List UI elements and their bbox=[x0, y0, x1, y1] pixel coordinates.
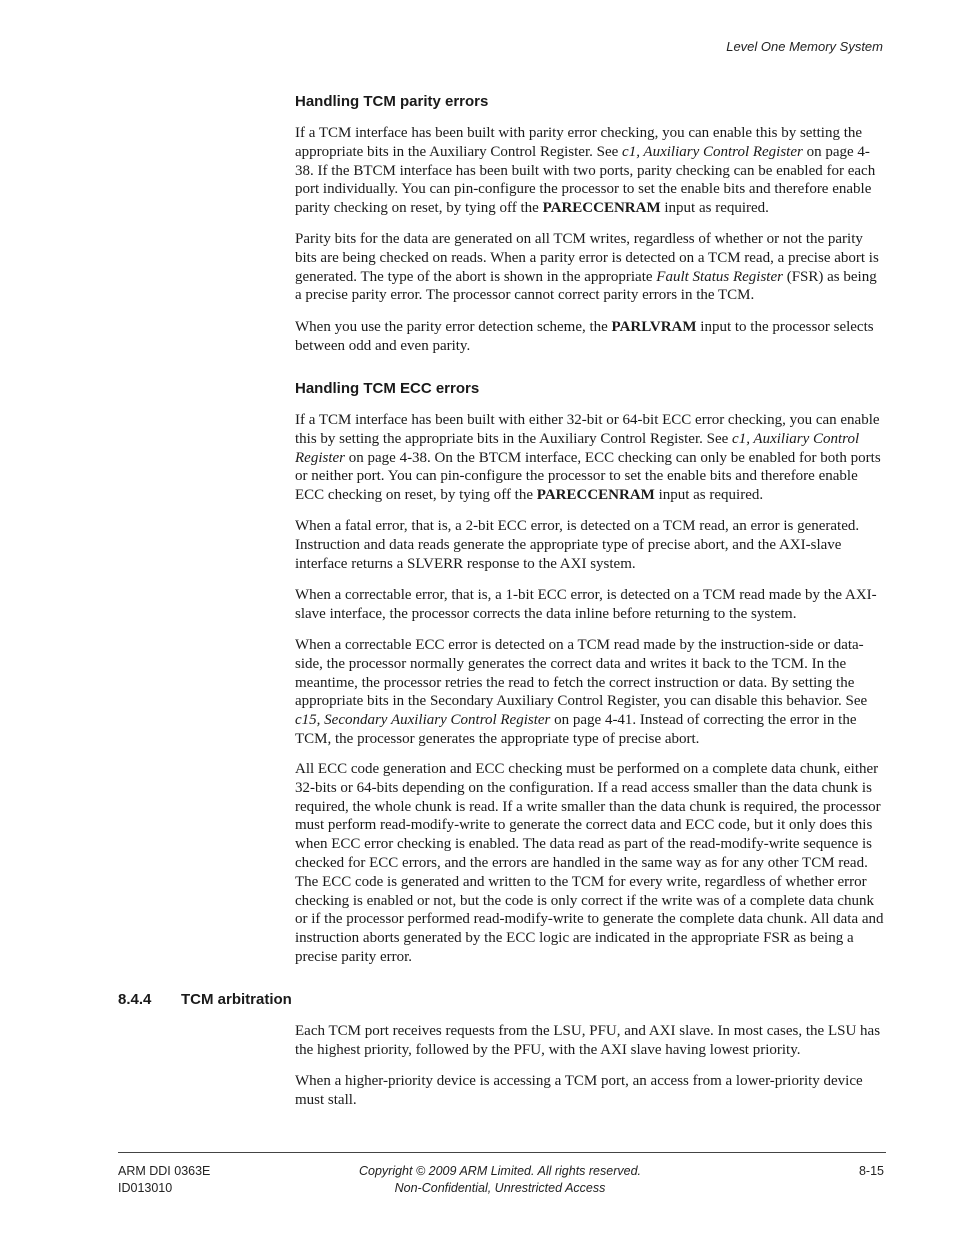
arbitration-paragraph-2: When a higher-priority device is accessing a TCM port, an access from a lower-priority device must stall. bbox=[295, 1073, 863, 1108]
heading-parity-errors: Handling TCM parity errors bbox=[295, 93, 489, 110]
footer-legal bbox=[300, 1163, 700, 1197]
ecc-paragraph-2: When a fatal error, that is, a 2-bit ECC error, is detected on a TCM read, an error is generated. Instruction and data reads generate the appropriate type of precise abort, and the AXI-slave interface returns a SLVERR response to the AXI system. bbox=[295, 518, 860, 572]
section-title: TCM arbitration bbox=[181, 991, 292, 1008]
ecc-paragraph-5: All ECC code generation and ECC checking must be performed on a complete data chunk, either 32-bits or 64-bits depending on the configuration. If a read access smaller than the data chunk is required, the whole chunk is read. If a write smaller than the data chunk is required, the processor must perform read-modify-write to generate the correct data and ECC code, but it only does this when ECC error checking is enabled. The data read as part of the read-modify-write sequence is checked for ECC errors, and the errors are handled in the same way as for any other TCM read. The ECC code is generated and written to the TCM for every write, regardless of whether error checking is enabled or not, but the code is only correct if the write was of a complete data chunk or if the processor performed read-modify-write to generate the complete data chunk. All data and instruction aborts generated by the ECC logic are indicated in the appropriate FSR as being a precise parity error. bbox=[295, 761, 884, 965]
signal-pareccenram: PARECCENRAM bbox=[542, 200, 661, 217]
footer-doc-id: ARM DDI 0363E bbox=[118, 1164, 211, 1178]
footer-issue-id: ID013010 bbox=[118, 1181, 173, 1195]
heading-ecc-errors: Handling TCM ECC errors bbox=[295, 380, 480, 397]
term-fault-status-register: Fault Status Register bbox=[656, 268, 783, 285]
parity-paragraph-1: If a TCM interface has been built with parity error checking, you can enable this by setting the appropriate bits in the Auxiliary Control Register. See c1, Auxiliary Control Register on page 4-38. If the BTCM interface has been built with two ports, parity checking can be enabled for each port individually. You can pin-configure the processor to set the enable bits and therefore enable parity checking on reset, by tying off the PARECCENRAM input as required. bbox=[295, 125, 876, 217]
section-number: 8.4.4 bbox=[118, 991, 152, 1008]
footer-copyright: Copyright © 2009 ARM Limited. All rights reserved. bbox=[358, 1164, 641, 1178]
xref-secondary-aux-control-register[interactable]: c15, Secondary Auxiliary Control Register bbox=[295, 712, 551, 729]
parity-paragraph-3: When you use the parity error detection scheme, the PARLVRAM input to the processor selects between odd and even parity. bbox=[295, 319, 874, 354]
footer-doc-ids bbox=[118, 1163, 210, 1197]
footer-divider bbox=[118, 1152, 886, 1153]
ecc-paragraph-3: When a correctable error, that is, a 1-bit ECC error, is detected on a TCM read made by the AXI-slave interface, the processor corrects the data inline before returning to the system. bbox=[295, 587, 877, 622]
signal-pareccenram: PARECCENRAM bbox=[536, 487, 655, 504]
ecc-paragraph-1: If a TCM interface has been built with either 32-bit or 64-bit ECC error checking, you can enable this by setting the appropriate bits in the Auxiliary Control Register. See c1, Auxiliary Control Register on page 4-38. On the BTCM interface, ECC checking can only be enabled for both ports or neither port. You can pin-configure the processor to set the enable bits and therefore enable ECC checking on reset, by tying off the PARECCENRAM input as required. bbox=[295, 412, 881, 504]
xref-aux-control-register[interactable]: c1, Auxiliary Control Register bbox=[622, 143, 803, 160]
running-header-title: Level One Memory System bbox=[726, 39, 883, 54]
parity-paragraph-2: Parity bits for the data are generated on all TCM writes, regardless of whether or not the parity bits are being checked on reads. When a parity error is detected on a TCM read, a precise abort is generated. The type of the abort is shown in the appropriate Fault Status Register (FSR) as being a precise parity error. The processor cannot correct parity errors in the TCM. bbox=[295, 231, 879, 304]
signal-parlvram: PARLVRAM bbox=[611, 319, 697, 335]
section-heading-tcm-arbitration bbox=[118, 991, 292, 1008]
footer-access: Non-Confidential, Unrestricted Access bbox=[394, 1181, 606, 1195]
arbitration-paragraph-1: Each TCM port receives requests from the LSU, PFU, and AXI slave. In most cases, the LSU has the highest priority, followed by the PFU, with the AXI slave having lowest priority. bbox=[295, 1023, 881, 1058]
xref-aux-control-register[interactable]: c1, Auxiliary Control Register bbox=[295, 430, 860, 466]
footer-page-number: 8-15 bbox=[858, 1164, 884, 1178]
ecc-paragraph-4: When a correctable ECC error is detected on a TCM read made by the instruction-side or data-side, the processor normally generates the correct data and writes it back to the TCM. In the meantime, the processor retries the read to fetch the correct instruction or data. By setting the appropriate bits in the Secondary Auxiliary Control Register, you can disable this behavior. See c15, Secondary Auxiliary Control Register on page 4-41. Instead of correcting the error in the TCM, the processor generates the appropriate type of precise abort. bbox=[295, 637, 868, 747]
